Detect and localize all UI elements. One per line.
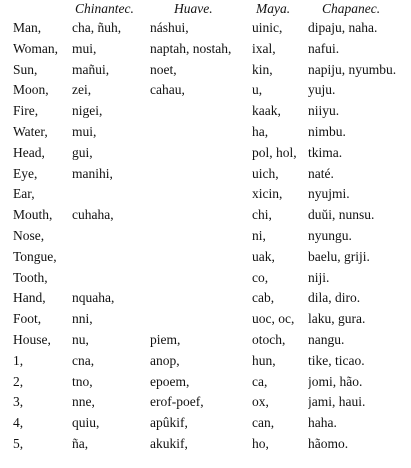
cell-chapanec: nyujmi. xyxy=(308,186,350,202)
cell-chapanec: yuju. xyxy=(308,82,336,98)
cell-chapanec: nangu. xyxy=(308,331,345,347)
table-row xyxy=(0,247,411,268)
cell-huave xyxy=(150,101,252,122)
cell-maya: xicin, xyxy=(252,186,283,202)
cell-chinantec: nigei, xyxy=(72,103,103,119)
cell-chinantec: gui, xyxy=(72,144,93,160)
cell-chinantec: cha, ñuh, xyxy=(72,20,122,35)
cell-chapanec: niji. xyxy=(308,269,330,285)
table-row xyxy=(0,226,411,247)
cell-english: Tooth, xyxy=(13,269,48,285)
table-row xyxy=(0,18,411,39)
cell-chinantec: nni, xyxy=(72,311,93,327)
cell-chinantec xyxy=(72,226,150,247)
cell-chinantec: zei, xyxy=(72,82,92,98)
table-row xyxy=(0,101,411,122)
cell-english: Foot, xyxy=(13,311,42,327)
cell-maya: u, xyxy=(252,82,263,98)
cell-maya: otoch, xyxy=(252,331,286,347)
cell-english: Ear, xyxy=(13,186,35,202)
cell-maya: ca, xyxy=(252,373,268,389)
header-chapanec: Chapanec. xyxy=(322,1,381,16)
header-maya: Maya. xyxy=(256,1,291,16)
cell-chapanec: nimbu. xyxy=(308,123,346,139)
cell-english: Water, xyxy=(13,123,48,139)
cell-maya: can, xyxy=(252,415,275,431)
cell-chapanec: tike, ticao. xyxy=(308,352,365,368)
cell-maya: pol, hol, xyxy=(252,144,297,160)
cell-chapanec: niiyu. xyxy=(308,103,340,119)
cell-english: Tongue, xyxy=(13,248,57,264)
table-row xyxy=(0,288,411,309)
cell-english: 1, xyxy=(13,352,24,368)
cell-huave: apûkif, xyxy=(150,415,188,431)
cell-chinantec: cuhaha, xyxy=(72,207,114,223)
cell-huave xyxy=(150,205,252,226)
cell-english: 3, xyxy=(13,394,24,410)
cell-chapanec: nafui. xyxy=(308,40,340,56)
cell-chinantec: nquaha, xyxy=(72,290,115,306)
table-row xyxy=(0,143,411,164)
cell-maya: uak, xyxy=(252,248,275,264)
cell-chinantec xyxy=(72,268,150,289)
cell-english: Fire, xyxy=(13,103,39,119)
cell-maya: uoc, oc, xyxy=(252,311,295,327)
cell-huave: epoem, xyxy=(150,373,190,389)
cell-maya: hun, xyxy=(252,352,276,368)
header-english xyxy=(0,0,72,18)
cell-chapanec: tkima. xyxy=(308,144,343,160)
cell-english: Nose, xyxy=(13,227,45,243)
cell-chapanec: baelu, griji. xyxy=(308,248,370,264)
table-row xyxy=(0,184,411,205)
cell-huave xyxy=(150,288,252,309)
table-row xyxy=(0,351,411,372)
cell-english: Eye, xyxy=(13,165,38,181)
cell-chinantec xyxy=(72,247,150,268)
cell-chinantec xyxy=(72,184,150,205)
cell-maya: uinic, xyxy=(252,20,283,35)
cell-chapanec: naté. xyxy=(308,165,334,181)
table-row xyxy=(0,413,411,434)
cell-huave: erof-poef, xyxy=(150,394,204,410)
cell-huave xyxy=(150,309,252,330)
cell-chapanec: dipaju, naha. xyxy=(308,20,378,35)
cell-english: Sun, xyxy=(13,61,38,77)
cell-english: 5, xyxy=(13,435,24,451)
cell-huave: piem, xyxy=(150,331,181,347)
cell-maya: kin, xyxy=(252,61,273,77)
vocabulary-body xyxy=(0,18,411,455)
cell-chinantec: quiu, xyxy=(72,415,100,431)
cell-huave: noet, xyxy=(150,61,177,77)
cell-maya: ixal, xyxy=(252,40,276,56)
cell-english: 2, xyxy=(13,373,24,389)
cell-chinantec: ña, xyxy=(72,435,89,451)
cell-chapanec: jami, haui. xyxy=(308,394,366,410)
cell-english: Head, xyxy=(13,144,45,160)
cell-huave xyxy=(150,143,252,164)
cell-huave xyxy=(150,164,252,185)
cell-chapanec: laku, gura. xyxy=(308,311,366,327)
cell-english: Mouth, xyxy=(13,207,53,223)
cell-chinantec: tno, xyxy=(72,373,93,389)
cell-maya: cab, xyxy=(252,290,275,306)
cell-huave xyxy=(150,184,252,205)
cell-maya: ni, xyxy=(252,227,266,243)
cell-huave: náshui, xyxy=(150,20,189,35)
cell-chapanec: napiju, nyumbu. xyxy=(308,61,397,77)
table-row xyxy=(0,372,411,393)
cell-maya: ox, xyxy=(252,394,269,410)
table-row xyxy=(0,309,411,330)
cell-maya: kaak, xyxy=(252,103,281,119)
cell-chapanec: jomi, hão. xyxy=(308,373,363,389)
cell-english: Woman, xyxy=(13,40,59,56)
cell-huave: cahau, xyxy=(150,82,185,98)
table-row xyxy=(0,205,411,226)
table-row xyxy=(0,392,411,413)
table-row xyxy=(0,39,411,60)
cell-maya: uich, xyxy=(252,165,279,181)
table-row xyxy=(0,164,411,185)
cell-huave xyxy=(150,268,252,289)
table-row xyxy=(0,434,411,455)
cell-chapanec: nyungu. xyxy=(308,227,352,243)
cell-huave xyxy=(150,226,252,247)
cell-english: Moon, xyxy=(13,82,49,98)
cell-maya: co, xyxy=(252,269,269,285)
cell-huave xyxy=(150,247,252,268)
cell-chinantec: cna, xyxy=(72,352,95,368)
cell-chapanec: dila, diro. xyxy=(308,290,361,306)
cell-english: 4, xyxy=(13,415,24,431)
cell-chinantec: nu, xyxy=(72,331,89,347)
cell-huave: akukif, xyxy=(150,435,188,451)
table-row xyxy=(0,122,411,143)
cell-english: House, xyxy=(13,331,51,347)
table-row xyxy=(0,80,411,101)
cell-maya: ha, xyxy=(252,123,269,139)
table-row xyxy=(0,268,411,289)
header-row xyxy=(0,0,411,18)
cell-english: Hand, xyxy=(13,290,46,306)
cell-chinantec: nne, xyxy=(72,394,95,410)
cell-english: Man, xyxy=(13,20,42,35)
cell-chinantec: manihi, xyxy=(72,165,113,181)
cell-chinantec: mui, xyxy=(72,123,97,139)
table-row xyxy=(0,60,411,81)
header-huave: Huave. xyxy=(174,1,213,16)
cell-chapanec: haha. xyxy=(308,415,337,431)
cell-chapanec: hãomo. xyxy=(308,435,349,451)
cell-maya: ho, xyxy=(252,435,269,451)
cell-chapanec: duŭi, nunsu. xyxy=(308,207,375,223)
cell-maya: chi, xyxy=(252,207,272,223)
cell-huave xyxy=(150,122,252,143)
header-chinantec: Chinantec. xyxy=(75,1,134,16)
cell-huave: naptah, nostah, xyxy=(150,40,232,56)
table-row xyxy=(0,330,411,351)
cell-chinantec: mui, xyxy=(72,40,97,56)
cell-chinantec: mañui, xyxy=(72,61,110,77)
cell-huave: anop, xyxy=(150,352,180,368)
